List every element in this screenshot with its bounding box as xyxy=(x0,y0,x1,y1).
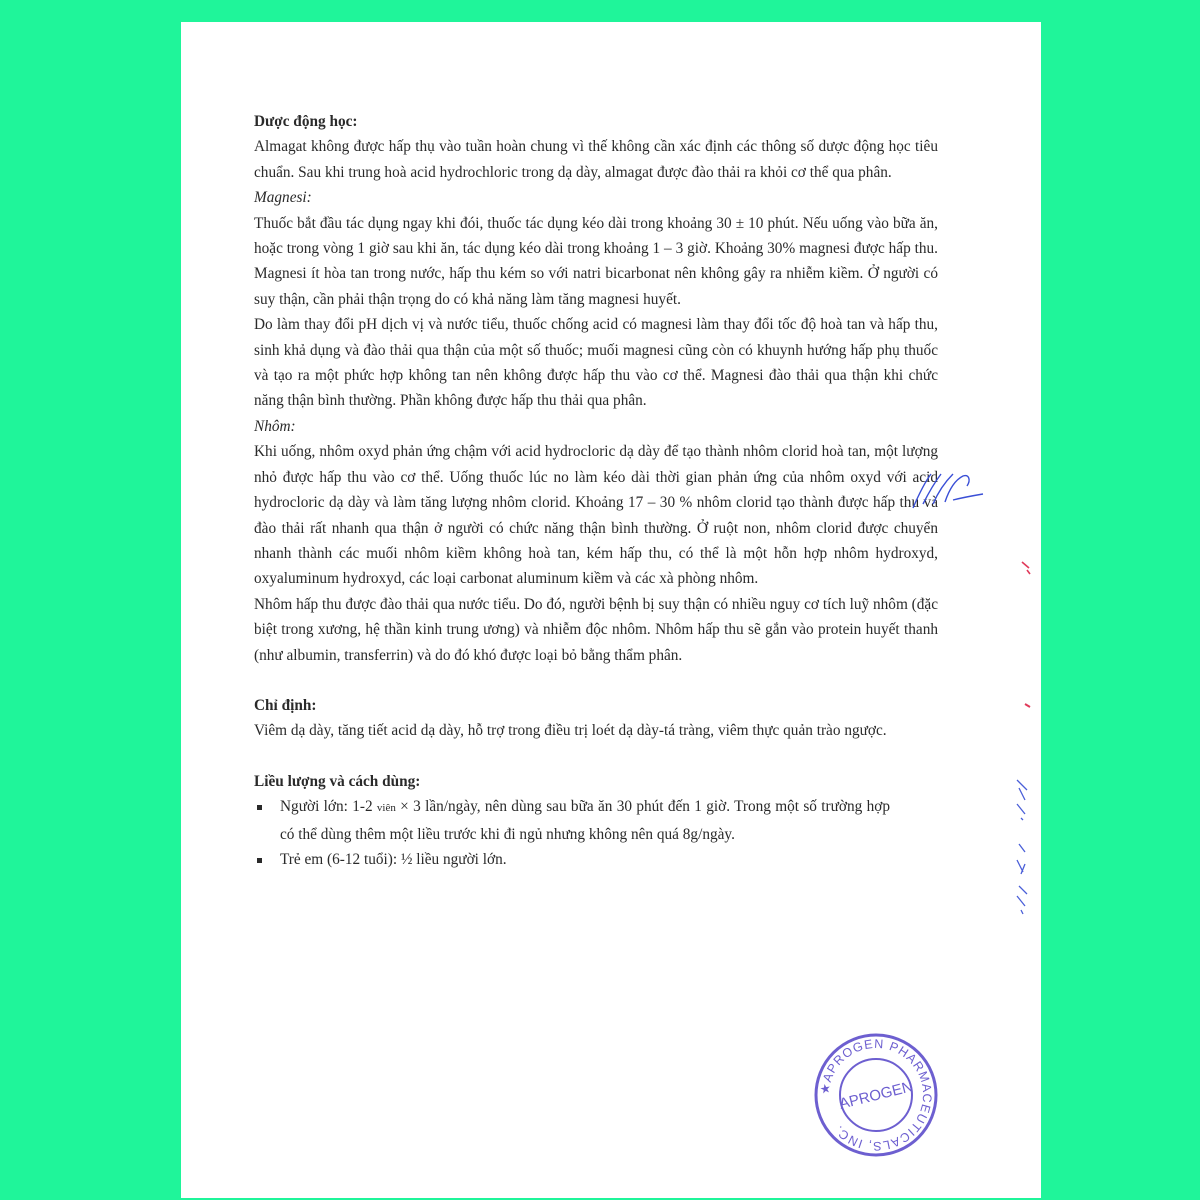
company-stamp-icon xyxy=(813,1032,939,1158)
svg-text:★APROGEN PHARMACEUTICALS, INC.: ★APROGEN PHARMACEUTICALS, INC. xyxy=(817,1036,935,1154)
adult-prefix: Người lớn: 1-2 xyxy=(280,798,377,816)
paragraph-almagat: Almagat không được hấp thụ vào tuần hoàn chung vì thế không cần xác định các thông số dược động học tiêu chuẩn. Sau khi trung hoà acid hydrochloric trong dạ dày, almagat được đào thải ra khỏi cơ thể qua phân. xyxy=(254,138,938,181)
paragraph-nhom-1: Khi uống, nhôm oxyd phản ứng chậm với acid hydrocloric dạ dày để tạo thành nhôm clorid hoà tan, một lượng nhỏ được hấp thu vào cơ thể. Uống thuốc lúc no làm kéo dài thời gian phản ứng của nhôm oxyd với acid hydrocloric dạ dày và làm tăng lượng nhôm clorid. Khoảng 17 – 30 % nhôm clorid tạo thành được hấp thu và đào thải rất nhanh qua thận ở người có chức năng thận bình thường. Ở ruột non, nhôm clorid được chuyển nhanh thành các muối nhôm kiềm không hoà tan, kém hấp thu, có thể là một hỗn hợp nhôm hydroxyd, oxyaluminum hydroxyd, các loại carbonat aluminum kiềm và các xà phòng nhôm. xyxy=(254,443,938,588)
child-text: Trẻ em (6-12 tuổi): ½ liều người lớn. xyxy=(280,850,507,868)
section-gap xyxy=(254,668,938,693)
document-page xyxy=(181,22,1041,1198)
subheading-magnesi: Magnesi: xyxy=(254,189,312,207)
document-content xyxy=(254,109,938,872)
heading-dosage: Liều lượng và cách dùng: xyxy=(254,772,421,790)
heading-pharmacokinetics: Dược động học: xyxy=(254,113,358,130)
bullet-icon xyxy=(257,858,262,863)
adult-unit: viên xyxy=(376,802,396,815)
margin-mark-icon xyxy=(1019,558,1033,578)
signature-icon xyxy=(909,464,989,514)
margin-initials-icon xyxy=(1011,774,1035,924)
heading-indications: Chỉ định: xyxy=(254,696,317,714)
list-item-child xyxy=(254,847,890,872)
paragraph-nhom-2: Nhôm hấp thu được đào thải qua nước tiểu. Do đó, người bệnh bị suy thận có nhiều nguy cơ tích luỹ nhôm (đặc biệt trong xương, hệ thần kinh trung ương) và nhiễm độc nhôm. Nhôm hấp thu sẽ gắn vào protein huyết thanh (như albumin, transferrin) và do đó khó được loại bỏ bằng thẩm phân. xyxy=(254,595,938,664)
paragraph-magnesi-2: Do làm thay đổi pH dịch vị và nước tiểu, thuốc chống acid có magnesi làm thay đổi tốc độ hoà tan và hấp thu, sinh khả dụng và đào thải qua thận của một số thuốc; muối magnesi cũng còn có khuynh hướng hấp phụ thuốc và tạo ra một phức hợp không tan nên không được hấp thu vào cơ thể. Magnesi đào thải qua thận khi chức năng thận bình thường. Phần không được hấp thu thải qua phân. xyxy=(254,316,938,410)
margin-mark-icon xyxy=(1021,698,1033,712)
paragraph-indications: Viêm dạ dày, tăng tiết acid dạ dày, hỗ trợ trong điều trị loét dạ dày-tá tràng, viêm thực quản trào ngược. xyxy=(254,722,887,740)
dosage-list xyxy=(254,794,890,872)
subheading-nhom: Nhôm: xyxy=(254,417,296,435)
paragraph-magnesi-1: Thuốc bắt đầu tác dụng ngay khi đói, thuốc tác dụng kéo dài trong khoảng 30 ± 10 phút. Nếu uống vào bữa ăn, hoặc trong vòng 1 giờ sau khi ăn, tác dụng kéo dài trong khoảng 1 – 3 giờ. Khoảng 30% magnesi được hấp thu. Magnesi ít hòa tan trong nước, hấp thu kém so với natri bicarbonat nên không gây ra nhiễm kiềm. Ở người có suy thận, cần phải thận trọng do có khả năng làm tăng magnesi huyết. xyxy=(254,214,938,308)
section-gap xyxy=(254,744,938,769)
adult-rest: × 3 lần/ngày, nên dùng sau bữa ăn 30 phút đến 1 giờ. Trong một số trường hợp có thể dùng thêm một liều trước khi đi ngủ nhưng không nên quá 8g/ngày. xyxy=(280,798,890,843)
list-item-adult xyxy=(254,794,890,847)
bullet-icon xyxy=(257,805,262,810)
svg-text:APROGEN: APROGEN xyxy=(837,1078,915,1113)
